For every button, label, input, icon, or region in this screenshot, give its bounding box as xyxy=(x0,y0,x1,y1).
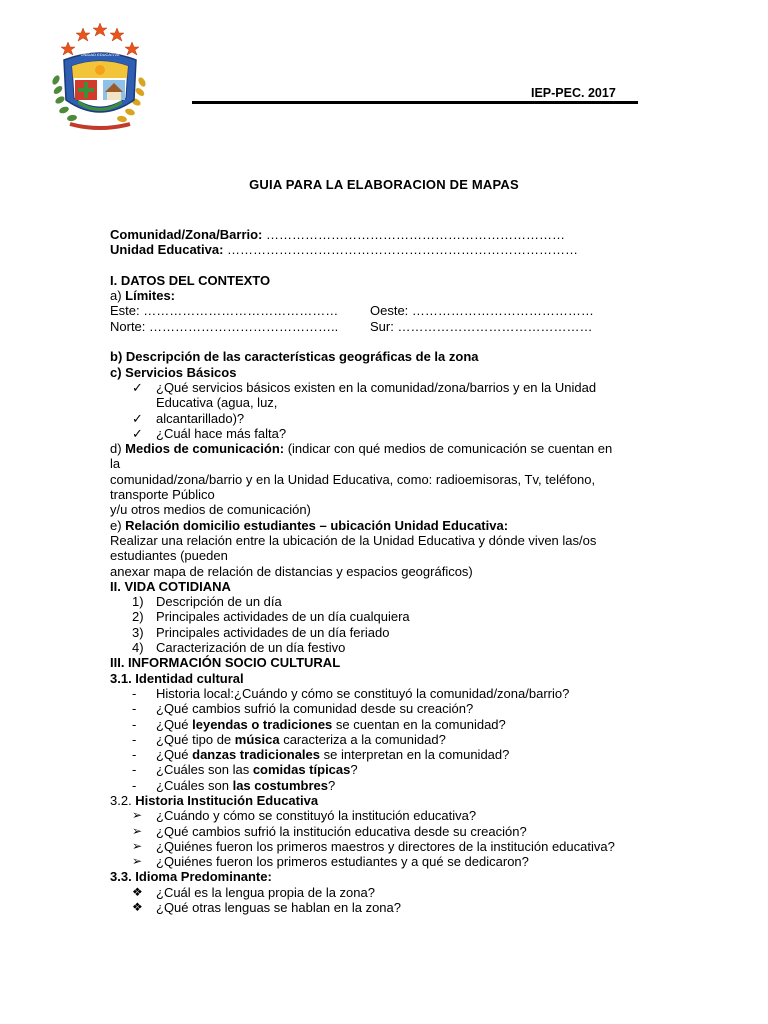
list-item-text: ¿Cuál hace más falta? xyxy=(156,425,287,441)
arrow-bullet-icon: ➢ xyxy=(132,808,143,823)
limits-prefix: a) xyxy=(110,288,126,304)
list-item-text: Descripción de un día xyxy=(156,594,282,610)
section-d-line-2: la xyxy=(110,456,121,472)
school-label: Unidad Educativa: xyxy=(110,242,224,258)
diamond-bullet-icon: ❖ xyxy=(132,900,143,915)
list-item xyxy=(110,411,670,426)
list-item-text: Principales actividades de un día feriado xyxy=(156,624,390,640)
dash-icon: - xyxy=(132,777,137,793)
limits-row-2 xyxy=(110,319,670,334)
school-dots: ……………………………………………………………………… xyxy=(223,242,579,258)
list-item-text: Historia local:¿Cuándo y cómo se constituyó la comunidad/zona/barrio? xyxy=(156,685,570,701)
section-2-heading: II. VIDA COTIDIANA xyxy=(110,578,231,594)
list-item-text: ¿Qué cambios sufrió la institución educativa desde su creación? xyxy=(156,823,527,839)
section-d-line-1 xyxy=(110,441,670,456)
arrow-bullet-icon: ➢ xyxy=(132,838,143,853)
list-number: 3) xyxy=(132,624,144,640)
e-prefix: e) xyxy=(110,517,126,533)
limit-norte: Norte: …………………………………….. xyxy=(110,318,339,334)
list-item-text: Principales actividades de un día cualquiera xyxy=(156,609,410,625)
d-label: Medios de comunicación: xyxy=(125,441,285,457)
section-e-line-1: Realizar una relación entre la ubicación de la Unidad Educativa y dónde viven las/os xyxy=(110,532,597,548)
list-item-emphasis: las costumbres xyxy=(232,777,328,793)
check-icon: ✓ xyxy=(132,425,143,441)
dash-icon: - xyxy=(132,716,137,732)
dash-icon: - xyxy=(132,701,137,717)
list-item-text: Caracterización de un día festivo xyxy=(156,640,346,656)
list-item-text: ¿Qué tipo de xyxy=(156,731,235,747)
list-item-emphasis: danzas tradicionales xyxy=(192,747,321,763)
community-dots: …………………………………………………………… xyxy=(262,227,566,242)
list-item xyxy=(110,854,670,869)
section-e-heading xyxy=(110,518,670,533)
list-item xyxy=(110,747,670,762)
arrow-bullet-icon: ➢ xyxy=(132,823,143,838)
list-item xyxy=(110,762,670,777)
list-item xyxy=(110,426,670,441)
s32-label: Historia Institución Educativa xyxy=(135,792,319,808)
list-item xyxy=(110,640,670,655)
d-text: (indicar con qué medios de comunicación se cuentan en xyxy=(284,441,613,457)
list-item xyxy=(110,808,670,823)
list-item xyxy=(110,701,670,716)
list-item xyxy=(110,717,670,732)
list-item xyxy=(110,824,670,839)
list-item-text: ¿Quiénes fueron los primeros estudiantes y a qué se dedicaron? xyxy=(156,854,529,870)
section-e-line-2: estudiantes (pueden xyxy=(110,548,228,564)
list-number: 1) xyxy=(132,594,144,610)
list-item-text: ¿Qué xyxy=(156,747,193,763)
limit-oeste: Oeste: …………………………………… xyxy=(370,303,594,319)
document-body xyxy=(110,227,670,915)
limit-este: Este: ……………………………………… xyxy=(110,303,339,319)
section-3-heading: III. INFORMACIÓN SOCIO CULTURAL xyxy=(110,655,341,671)
list-item xyxy=(110,609,670,624)
section-d-line-5: y/u otros medios de comunicación) xyxy=(110,502,311,518)
community-label: Comunidad/Zona/Barrio: xyxy=(110,227,263,242)
dash-icon: - xyxy=(132,762,137,778)
list-item-text: ¿Qué cambios sufrió la comunidad desde su creación? xyxy=(156,701,474,717)
list-item xyxy=(110,839,670,854)
s32-prefix: 3.2. xyxy=(110,792,136,808)
arrow-bullet-icon: ➢ xyxy=(132,854,143,869)
list-number: 2) xyxy=(132,609,144,625)
section-3-2-heading xyxy=(110,793,670,808)
list-item-text: se interpretan en la comunidad? xyxy=(320,747,510,763)
svg-text:UNIDAD EDUCATIVA: UNIDAD EDUCATIVA xyxy=(80,52,120,57)
limits-row-1 xyxy=(110,303,670,318)
header-rule xyxy=(192,101,638,104)
d-prefix: d) xyxy=(110,441,126,457)
list-item-emphasis: leyendas o tradiciones xyxy=(192,716,333,732)
section-b-heading: b) Descripción de las características geográficas de la zona xyxy=(110,349,479,365)
section-c-heading: c) Servicios Básicos xyxy=(110,364,237,380)
section-1-heading: I. DATOS DEL CONTEXTO xyxy=(110,272,271,288)
list-item-text: ¿Cuándo y cómo se constituyó la institución educativa? xyxy=(156,808,477,824)
document-reference-code: IEP-PEC. 2017 xyxy=(531,86,616,100)
dash-icon: - xyxy=(132,731,137,747)
list-number: 4) xyxy=(132,640,144,656)
e-label: Relación domicilio estudiantes – ubicación Unidad Educativa: xyxy=(125,517,509,533)
list-item xyxy=(110,594,670,609)
list-item xyxy=(110,778,670,793)
dash-icon: - xyxy=(132,747,137,763)
list-item xyxy=(110,900,670,915)
limit-sur: Sur: ……………………………………… xyxy=(370,318,593,334)
section-d-line-4: transporte Público xyxy=(110,487,215,503)
list-item-text: caracteriza a la comunidad? xyxy=(279,731,446,747)
list-item-text: se cuentan en la comunidad? xyxy=(332,716,506,732)
list-item xyxy=(110,885,670,900)
list-item-text: alcantarillado)? xyxy=(156,410,245,426)
list-item-continuation: Educativa (agua, luz, xyxy=(156,395,278,411)
diamond-bullet-icon: ❖ xyxy=(132,884,143,899)
section-d-line-3: comunidad/zona/barrio y en la Unidad Educativa, como: radioemisoras, Tv, teléfono, xyxy=(110,471,596,487)
list-item-emphasis: música xyxy=(234,731,280,747)
check-icon: ✓ xyxy=(132,410,143,426)
community-field xyxy=(110,227,670,242)
list-item-text: ¿Qué otras lenguas se hablan en la zona? xyxy=(156,900,402,916)
list-item-text: ¿Cuál es la lengua propia de la zona? xyxy=(156,884,375,900)
list-item-emphasis: comidas típicas xyxy=(252,762,351,778)
school-field xyxy=(110,242,670,257)
list-item-text: ¿Quiénes fueron los primeros maestros y directores de la institución educativa? xyxy=(156,838,615,854)
limits-heading xyxy=(110,288,670,303)
list-item xyxy=(110,732,670,747)
list-item xyxy=(110,380,670,395)
list-item-text: ? xyxy=(327,777,336,793)
section-e-line-3: anexar mapa de relación de distancias y espacios geográficos) xyxy=(110,563,473,579)
check-icon: ✓ xyxy=(132,379,143,395)
list-item-text: ¿Qué servicios básicos existen en la comunidad/zona/barrios y en la Unidad xyxy=(156,379,597,395)
list-item xyxy=(110,625,670,640)
list-item xyxy=(110,686,670,701)
limits-label: Límites: xyxy=(125,288,176,304)
section-3-1-heading: 3.1. Identidad cultural xyxy=(110,670,244,686)
list-item-text: ? xyxy=(350,762,358,778)
list-item-text: ¿Cuáles son las xyxy=(156,762,253,778)
school-crest-logo xyxy=(48,20,152,132)
section-3-3-heading: 3.3. Idioma Predominante: xyxy=(110,869,272,885)
list-item-text: ¿Cuáles son xyxy=(156,777,233,793)
document-title: GUIA PARA LA ELABORACION DE MAPAS xyxy=(249,177,519,192)
list-item-text: ¿Qué xyxy=(156,716,193,732)
dash-icon: - xyxy=(132,685,137,701)
